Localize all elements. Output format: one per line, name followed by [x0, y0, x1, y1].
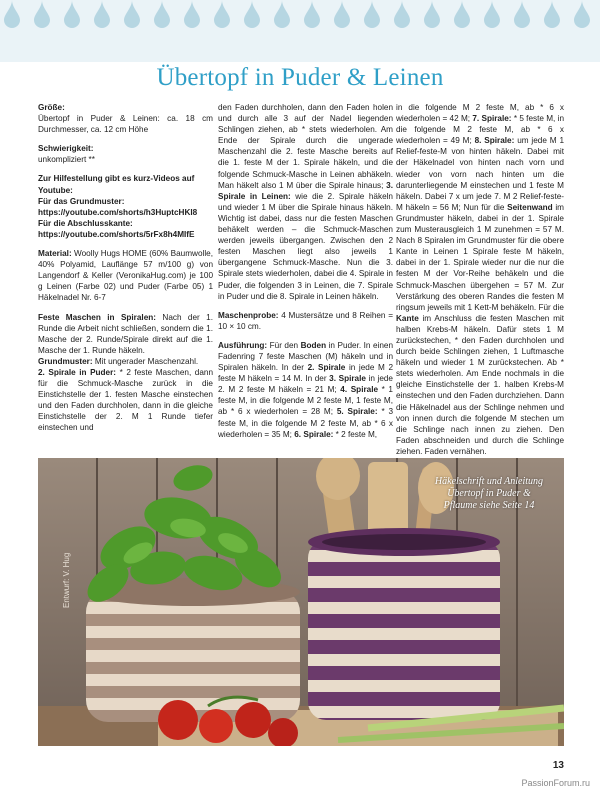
videos-section — [38, 173, 213, 240]
instructions-text-4: in jede 2. M 2 feste M häkeln = 21 M; — [218, 374, 393, 395]
side-wall-label: Seitenwand — [507, 202, 553, 212]
round7-label: 7. Spirale: — [472, 114, 512, 124]
gauge-label: Maschenprobe: — [218, 310, 279, 320]
instructions-text-3: in jede M 2 feste M häkeln = 14 M. In der — [218, 363, 393, 384]
video-link-edge[interactable]: Für die Abschlusskante: https://youtube.com/shorts/5rFx8h4MIfE — [38, 218, 195, 239]
watermark: PassionForum.ru — [521, 778, 590, 788]
page-title: Übertopf in Puder & Leinen — [156, 64, 444, 91]
round4-label: 4. Spirale — [340, 385, 379, 395]
material-section — [38, 248, 213, 303]
product-photo — [38, 458, 564, 746]
basic-pattern-text: Mit ungerader Maschenzahl. — [94, 356, 199, 366]
size-text: Übertopf in Puder & Leinen: ca. 18 cm Durchmesser, ca. 12 cm Höhe — [38, 114, 213, 135]
instructions-text-7: * 2 feste M, — [335, 429, 378, 439]
drop-pattern — [0, 0, 600, 34]
pattern-text-2: wie die 2. Spirale häkeln und wieder 1 M über die Spirale hinaus häkeln. Wichtig ist dabei, dass nur die festen Maschen behäkelt werden – die Schmuck-Maschen werden jeweils übergangen. Zwischen den 2 festen Maschen liegt also jeweils 1 übergangene Schmuck-Masche. Nun die 3. Spirale stets wiederholen, dabei die 4. Spirale in Puder, die folgenden 3 in Leinen, die 7. Spirale in Puder und die 8. Spirale in Leinen häkeln. — [218, 191, 393, 301]
col3-text-3: um jede M 1 Relief-feste-M von hinten häkeln. Dabei mit der Häkelnadel von hinten nach vorn und wieder von vorn nach hinten um die darunterliegende M einstechen und 1 feste M häkeln. Dabei 7 x um jede 7. M 2 Relief-feste-M häkeln = 56 M; — [396, 136, 565, 212]
page-number: 13 — [552, 760, 564, 771]
spiral-stitch-section — [38, 312, 213, 434]
material-label: Material: — [38, 249, 72, 259]
instructions-continued — [396, 102, 564, 457]
column-3 — [396, 102, 564, 465]
gauge-section — [218, 310, 393, 332]
column-1 — [38, 102, 213, 434]
videos-heading: Zur Hilfestellung gibt es kurz-Videos auf Youtube: — [38, 174, 195, 195]
photo-caption: Häkelschrift und Anleitung Übertopf in Puder & Pflaume siehe Seite 14 — [434, 476, 544, 511]
round6-label: 6. Spirale: — [294, 429, 334, 439]
instructions-text-6: * 3 feste M, in die folgende M 2 feste M, ab * 6 x wiederholen = 35 M; — [218, 407, 394, 439]
spiral2-label: 2. Spirale in Puder: — [38, 367, 117, 377]
size-section — [38, 102, 213, 135]
round5-label: 5. Spirale: — [336, 407, 378, 417]
col3-text-1: in die folgende M 2 feste M, ab * 6 x wiederholen = 42 M; — [396, 103, 564, 124]
header-band — [0, 0, 600, 62]
instructions-text-1: Für den — [269, 340, 299, 350]
round3-label: 3. Spirale — [329, 374, 366, 384]
material-text: Woolly Hugs HOME (60% Baumwolle, 40% Polyamid, Lauflänge 57 m/100 g) von Langendorf & Keller (VeronikaHug.com) je 100 g Leinen (Farbe 02) und Puder (Farbe 05) 1 Häkelnadel Nr. 6-7 — [38, 249, 213, 303]
gauge-text: 4 Mustersätze und 8 Reihen = 10 × 10 cm. — [218, 310, 393, 331]
pattern-continued — [218, 102, 393, 302]
bottom-label: Boden — [300, 340, 327, 350]
round8-label: 8. Spirale: — [474, 136, 515, 146]
col3-text-5: im Grundmuster häkeln, dabei in der 1. Spirale zum Musterausgleich 1 M zunehmen = 57 M. Nach 8 Spiralen im Grundmuster für die obere Kante in Leinen 1 Spirale feste M häkeln, dabei in der 1. Spirale wieder nur die nur die festen M der Vor-Reihe behäkeln und die Schmuck-Maschen übergehen = 57 M. Zur Verstärkung des oberen Randes die festen M ringsum jeweils mit 1 Kett-M behäkeln. Für die — [396, 202, 564, 312]
spiral-stitch-label: Feste Maschen in Spiralen: — [38, 312, 156, 322]
spiral2-text: * 2 feste Maschen, dann für die Schmuck-Masche zurück in die Einstichstelle der 1. festen Masche einstechen und den Faden durchholen, dann in die gleiche Einstichstelle der 2. M 1 Runde tiefer einstechen und — [38, 367, 213, 433]
size-label: Größe: — [38, 103, 65, 112]
video-link-basic-pattern[interactable]: Für das Grundmuster: https://youtube.com/shorts/h3HuptcHKI8 — [38, 196, 198, 217]
col3-text-6: im Anschluss die festen Maschen mit halben Krebs-M häkeln. Dafür stets 1 M zurückstechen, * den Faden durchholen und durch beide Schlingen ziehen, 1 Luftmasche häkeln und wieder 1 M zurückstechen. Ab * stets wiederholen. Am Ende nochmals in die gleiche Einstichstelle der 1. halben Krebs-M einstechen und den Faden durchziehen. Dann die Häkelnadel aus der Schlinge nehmen und von innen durch die folgende M stechen um die Schlinge nach innen zu ziehen. Den Faden abschneiden und durch die Schlinge ziehen. Faden vernähen. — [396, 313, 564, 456]
spiral3-label: 3. Spirale in Leinen: — [218, 180, 393, 201]
photo-credit: Entwurf: V. Hug — [62, 552, 71, 608]
difficulty-text: unkompliziert ** — [38, 155, 95, 165]
instructions-text-2: in Puder. In einen Fadenring 7 feste Maschen (M) häkeln und in Spiralen häkeln. In der — [218, 340, 394, 373]
pattern-text-1: den Faden durchholen, dann den Faden holen und durch alle 3 auf der Nadel liegenden Schlingen ziehen, ab * stets wiederholen. Am Ende der Spirale durch die ungerade Maschenzahl die 2. feste Masche bereits auf die 1. feste M der 1. Spirale häkeln, und die folgende Schmuck-Masche in Leinen abhäkeln. Man häkelt also 1 M über die Spirale hinaus; — [218, 103, 393, 190]
difficulty-section — [38, 143, 213, 165]
edge-label: Kante — [396, 313, 419, 323]
col3-text-4: Nun für die — [463, 202, 505, 212]
col3-text-2: * 5 feste M, in die folgende M 2 feste M, ab * 6 x wiederholen = 49 M; — [396, 114, 565, 146]
difficulty-label: Schwierigkeit: — [38, 144, 94, 154]
round2-label: 2. Spirale — [307, 363, 346, 373]
instructions-label: Ausführung: — [218, 340, 268, 350]
column-2 — [218, 102, 393, 448]
instructions-section — [218, 340, 393, 440]
spiral-stitch-text: Nach der 1. Runde die Arbeit nicht schließen, sondern die 1. Masche der 2. Runde/Spirale direkt auf die 1. Masche der 1. Runde häkeln. — [38, 312, 214, 355]
instructions-text-5: * 1 feste M, in die folgende M 2 feste M, 1 feste M, ab * 6 x wiederholen = 28 M; — [218, 385, 393, 417]
basic-pattern-label: Grundmuster: — [38, 356, 93, 366]
